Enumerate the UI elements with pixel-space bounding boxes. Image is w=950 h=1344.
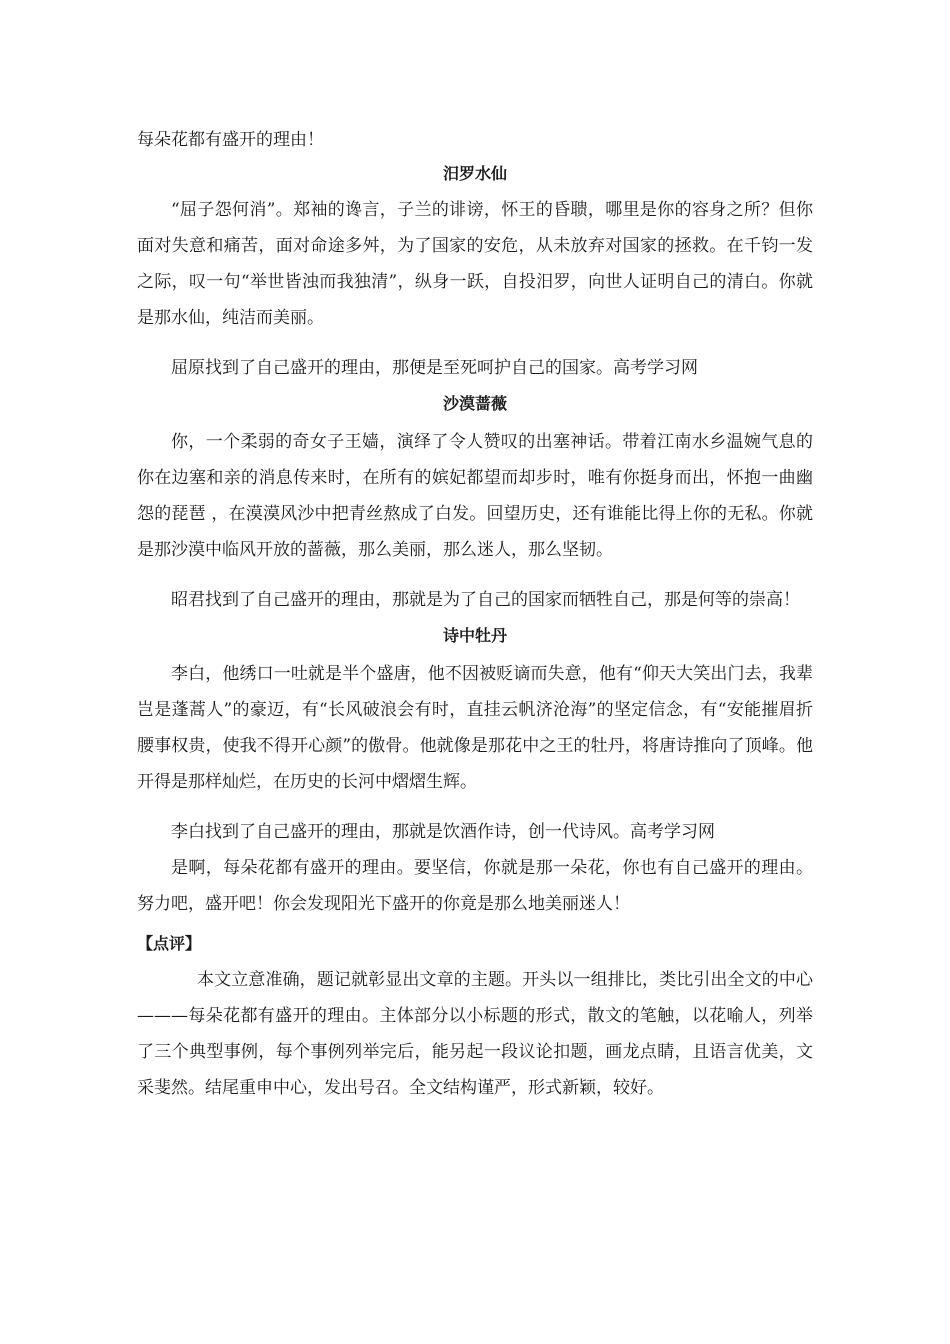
section-title-3: 诗中牡丹 <box>442 626 507 645</box>
section-title-1: 汨罗水仙 <box>442 164 507 183</box>
opening-line: 每朵花都有盛开的理由！ <box>137 130 324 150</box>
closing-paragraph: 是啊，每朵花都有盛开的理由。要坚信，你就是那一朵花，你也有自己盛开的理由。努力吧，盛开吧！你会发现阳光下盛开的你竟是那么地美丽迷人！ <box>137 858 813 914</box>
section-title-2: 沙漠蔷薇 <box>442 394 507 413</box>
section-body-1: “屈子怨何消”。郑袖的谗言，子兰的诽谤，怀王的昏聩，哪里是你的容身之所？但你面对失意和痛苦，面对命途多舛，为了国家的安危，从未放弃对国家的拯救。在千钧一发之际，叹一句“举世皆浊而我独清”，纵身一跃，自投汨罗，向世人证明自己的清白。你就是那水仙，纯洁而美丽。 <box>137 200 813 328</box>
section-body-3: 李白，他绣口一吐就是半个盛唐，他不因被贬谪而失意，他有“仰天大笑出门去，我辈岂是蓬蒿人”的豪迈，有“长风破浪会有时，直挂云帆济沧海”的坚定信念，有“安能摧眉折腰事权贵，使我不得开心颜”的傲骨。他就像是那花中之王的牡丹，将唐诗推向了顶峰。他开得是那样灿烂，在历史的长河中熠熠生辉。 <box>137 664 813 792</box>
comment-label: 【点评】 <box>137 934 202 953</box>
section-summary-2: 昭君找到了自己盛开的理由，那就是为了自己的国家而牺牲自己，那是何等的崇高！ <box>171 590 800 610</box>
section-summary-3: 李白找到了自己盛开的理由，那就是饮酒作诗，创一代诗风。高考学习网 <box>171 822 715 842</box>
section-summary-1: 屈原找到了自己盛开的理由，那便是至死呵护自己的国家。高考学习网 <box>171 358 698 378</box>
comment-paragraph: 本文立意准确，题记就彰显出文章的主题。开头以一组排比，类比引出全文的中心———每朵花都有盛开的理由。主体部分以小标题的形式，散文的笔触，以花喻人，列举了三个典型事例，每个事例列举完后，能另起一段议论扣题，画龙点睛，且语言优美，文采斐然。结尾重申中心，发出号召。全文结构谨严，形式新颖，较好。 <box>137 970 813 1098</box>
section-body-2: 你，一个柔弱的奇女子王嫱，演绎了令人赞叹的出塞神话。带着江南水乡温婉气息的你在边塞和亲的消息传来时，在所有的嫔妃都望而却步时，唯有你挺身而出，怀抱一曲幽怨的琵琶 ，在漠漠风沙中把青丝熬成了白发。回望历史，还有谁能比得上你的无私。你就是那沙漠中临风开放的蔷薇，那么美丽，那么迷人，那么坚韧。 <box>137 432 813 560</box>
